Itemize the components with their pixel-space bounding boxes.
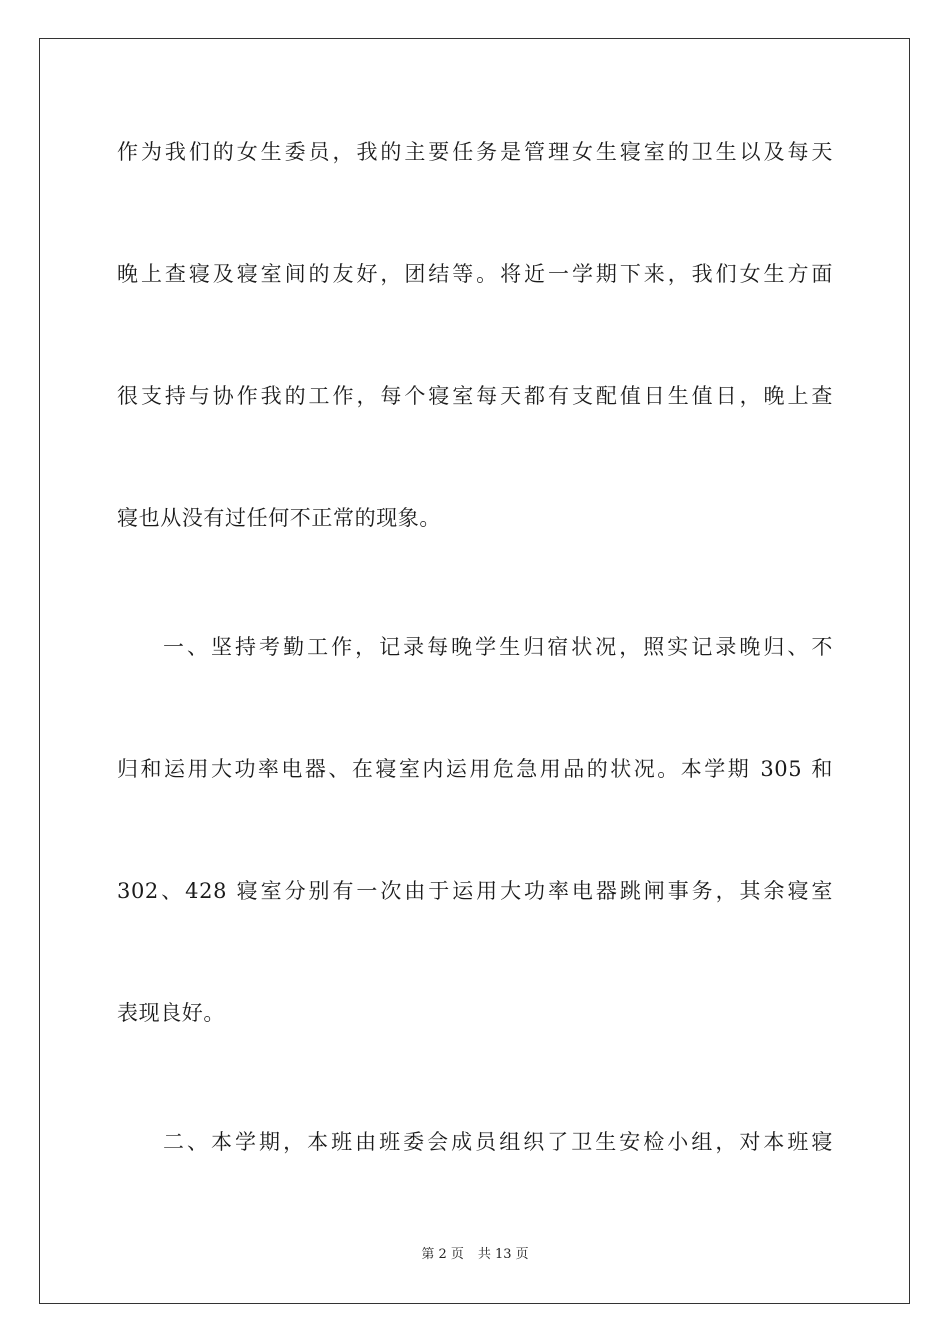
page-number: 第 2 页: [421, 1247, 464, 1262]
body-line-7: 302、428 寝室分别有一次由于运用大功率电器跳闸事务，其余寝室: [117, 879, 833, 903]
page-border: [39, 38, 910, 1304]
body-line-9: 二、本学期，本班由班委会成员组织了卫生安检小组，对本班寝: [163, 1130, 833, 1154]
page-total: 共 13 页: [477, 1247, 529, 1262]
body-line-2: 晚上查寝及寝室间的友好，团结等。将近一学期下来，我们女生方面: [117, 262, 833, 286]
body-line-3: 很支持与协作我的工作，每个寝室每天都有支配值日生值日，晚上查: [117, 384, 833, 408]
body-line-6: 归和运用大功率电器、在寝室内运用危急用品的状况。本学期 305 和: [117, 757, 833, 781]
body-line-5: 一、坚持考勤工作，记录每晚学生归宿状况，照实记录晚归、不: [163, 635, 833, 659]
body-line-8: 表现良好。: [117, 1001, 225, 1025]
body-line-4: 寝也从没有过任何不正常的现象。: [117, 506, 441, 530]
body-line-1: 作为我们的女生委员，我的主要任务是管理女生寝室的卫生以及每天: [117, 140, 833, 164]
page-footer: [0, 1246, 950, 1264]
